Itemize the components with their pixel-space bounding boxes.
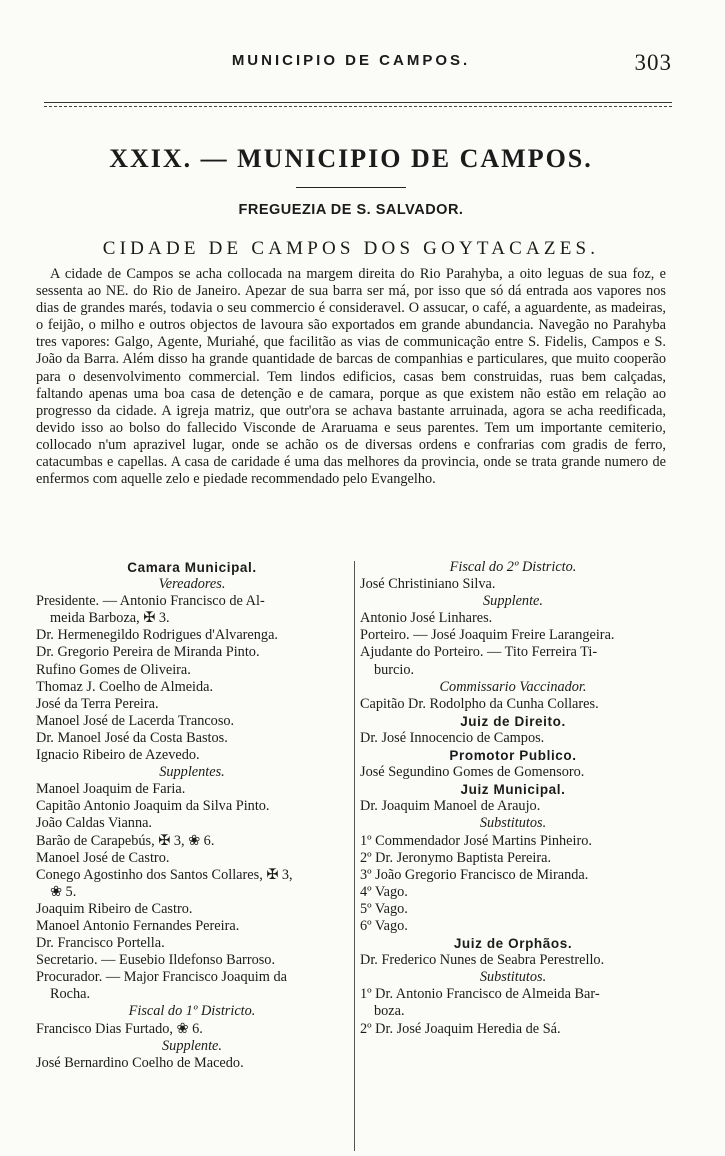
- entry: Dr. Joaquim Manoel de Araujo.: [360, 798, 541, 815]
- entry: 4º Vago.: [360, 883, 408, 900]
- entry-continuation: meida Barboza, ✠ 3.: [50, 610, 170, 627]
- intro-paragraph: A cidade de Campos se acha collocada na margem direita do Rio Parahyba, a oito leguas de sua foz, e sessenta ao NE. do Rio de Janeiro. Apezar de sua barra ser má, por isso que só dá entrada aos vapores nos dias de grandes marés, todavia o seu commercio é consideravel. O assucar, o café, a aguardente, as madeiras, o feijão, o milho e outros objectos de lavoura são exportados em grande abundancia. Navegão no Parahyba tres vapores: Galgo, Agente, Muriahé, que facilitão as vias de communicação entre S. Fidelis, Campos e S. João da Barra. Além disso ha grande quantidade de barcas de companhias e particulares, que muito cooperão para o desenvolvimento commercial. Tem lindos edificios, casas bem construidas, ruas bem calçadas, faltando apenas uma boa casa de detenção e de camara, porque as que existem não estão em relação ao progresso da cidade. A igreja matriz, que outr'ora se achava bastante arruinada, agora se acha reedificada, devido isso ao bolso do fallecido Visconde de Araruama e seus parentes. Tem um importante cemiterio, collocado n'um aprazivel lugar, onde se achão os de diversas ordens e confrarias com gradis de ferro, catacumbas e capellas. A casa de caridade é uma das melhores da provincia, onde se trata grande numero de enfermos com aquelle zelo e piedade recommendado pelo Evangelho.: [36, 266, 666, 488]
- subheading: Supplente.: [483, 593, 543, 610]
- subheading: Supplente.: [162, 1037, 222, 1054]
- entry: Francisco Dias Furtado, ❀ 6.: [36, 1020, 203, 1037]
- entry: José Christiniano Silva.: [360, 576, 496, 593]
- entry: Dr. Hermenegildo Rodrigues d'Alvarenga.: [36, 627, 278, 644]
- entry: Dr. José Innocencio de Campos.: [360, 729, 545, 746]
- entry-continuation: boza.: [374, 1003, 405, 1020]
- subheading: Fiscal do 2º Districto.: [449, 559, 577, 575]
- entry: Manoel Antonio Fernandes Pereira.: [36, 917, 240, 934]
- subheading: Commissario Vaccinador.: [439, 678, 587, 695]
- subheading: Supplentes.: [159, 764, 225, 781]
- entry: Manoel José de Lacerda Trancoso.: [36, 712, 235, 729]
- title-rule: [296, 187, 406, 188]
- section-heading: Juiz de Orphãos.: [453, 936, 573, 952]
- entry: Joaquim Ribeiro de Castro.: [36, 900, 193, 917]
- running-header: [36, 50, 672, 82]
- section-heading: Promotor Publico.: [449, 748, 577, 764]
- entry: Thomaz J. Coelho de Almeida.: [36, 678, 214, 695]
- section-heading: Juiz Municipal.: [460, 782, 566, 798]
- entry: 5º Vago.: [360, 900, 408, 917]
- entry: José Bernardino Coelho de Macedo.: [36, 1054, 244, 1071]
- entry-continuation: burcio.: [374, 661, 415, 678]
- entry-continuation: Rocha.: [50, 986, 91, 1003]
- chapter-title: XXIX. — MUNICIPIO DE CAMPOS.: [109, 144, 593, 173]
- entry: 6º Vago.: [360, 917, 408, 934]
- entry: Antonio José Linhares.: [360, 610, 493, 627]
- section-heading: Camara Municipal.: [127, 560, 257, 575]
- section-heading: Juiz de Direito.: [460, 713, 566, 729]
- entry: Capitão Dr. Rodolpho da Cunha Collares.: [360, 695, 599, 712]
- entry: Secretario. — Eusebio Ildefonso Barroso.: [36, 952, 276, 969]
- subheading: Vereadores.: [158, 576, 226, 593]
- entry: Ajudante do Porteiro. — Tito Ferreira Ti-: [360, 644, 598, 661]
- entry: Porteiro. — José Joaquim Freire Larangeira.: [360, 627, 615, 644]
- entry: 2º Dr. Jeronymo Baptista Pereira.: [360, 849, 552, 866]
- parish-heading: FREGUEZIA DE S. SALVADOR.: [238, 202, 464, 218]
- page: [36, 50, 672, 1071]
- entry: Dr. Gregorio Pereira de Miranda Pinto.: [36, 644, 260, 661]
- entry: Barão de Carapebús, ✠ 3, ❀ 6.: [36, 832, 215, 849]
- column-divider: [354, 561, 355, 1151]
- entry: Presidente. — Antonio Francisco de Al-: [36, 593, 265, 610]
- entry: José Segundino Gomes de Gomensoro.: [360, 764, 585, 781]
- entry: Dr. Frederico Nunes de Seabra Perestrello.: [360, 952, 605, 969]
- entry: Dr. Manoel José da Costa Bastos.: [36, 729, 228, 746]
- entry: 2º Dr. José Joaquim Heredia de Sá.: [360, 1020, 561, 1037]
- entry: Capitão Antonio Joaquim da Silva Pinto.: [36, 798, 270, 815]
- entry: José da Terra Pereira.: [36, 695, 159, 712]
- entry: Procurador. — Major Francisco Joaquim da: [36, 969, 287, 986]
- right-column: [360, 559, 666, 1038]
- entry: Dr. Francisco Portella.: [36, 935, 165, 952]
- entry: Manoel José de Castro.: [36, 849, 170, 866]
- left-column: [36, 559, 348, 1072]
- entry-continuation: ❀ 5.: [50, 883, 77, 900]
- entry: 1º Dr. Antonio Francisco de Almeida Bar-: [360, 986, 600, 1003]
- entry: Conego Agostinho dos Santos Collares, ✠ 3,: [36, 866, 293, 883]
- entry: 1º Commendador José Martins Pinheiro.: [360, 832, 592, 849]
- running-title: MUNICIPIO DE CAMPOS.: [231, 52, 471, 69]
- subheading: Fiscal do 1º Districto.: [128, 1003, 256, 1020]
- entry: Ignacio Ribeiro de Azevedo.: [36, 747, 200, 764]
- subheading: Substitutos.: [479, 969, 547, 986]
- page-number: 303: [634, 50, 672, 75]
- entry: 3º João Gregorio Francisco de Miranda.: [360, 866, 589, 883]
- entry: Manoel Joaquim de Faria.: [36, 781, 186, 798]
- city-heading: CIDADE DE CAMPOS DOS GOYTACAZES.: [102, 238, 600, 259]
- entry: João Caldas Vianna.: [36, 815, 153, 832]
- entry: Rufino Gomes de Oliveira.: [36, 661, 191, 678]
- header-rule: [44, 102, 672, 107]
- subheading: Substitutos.: [479, 815, 547, 832]
